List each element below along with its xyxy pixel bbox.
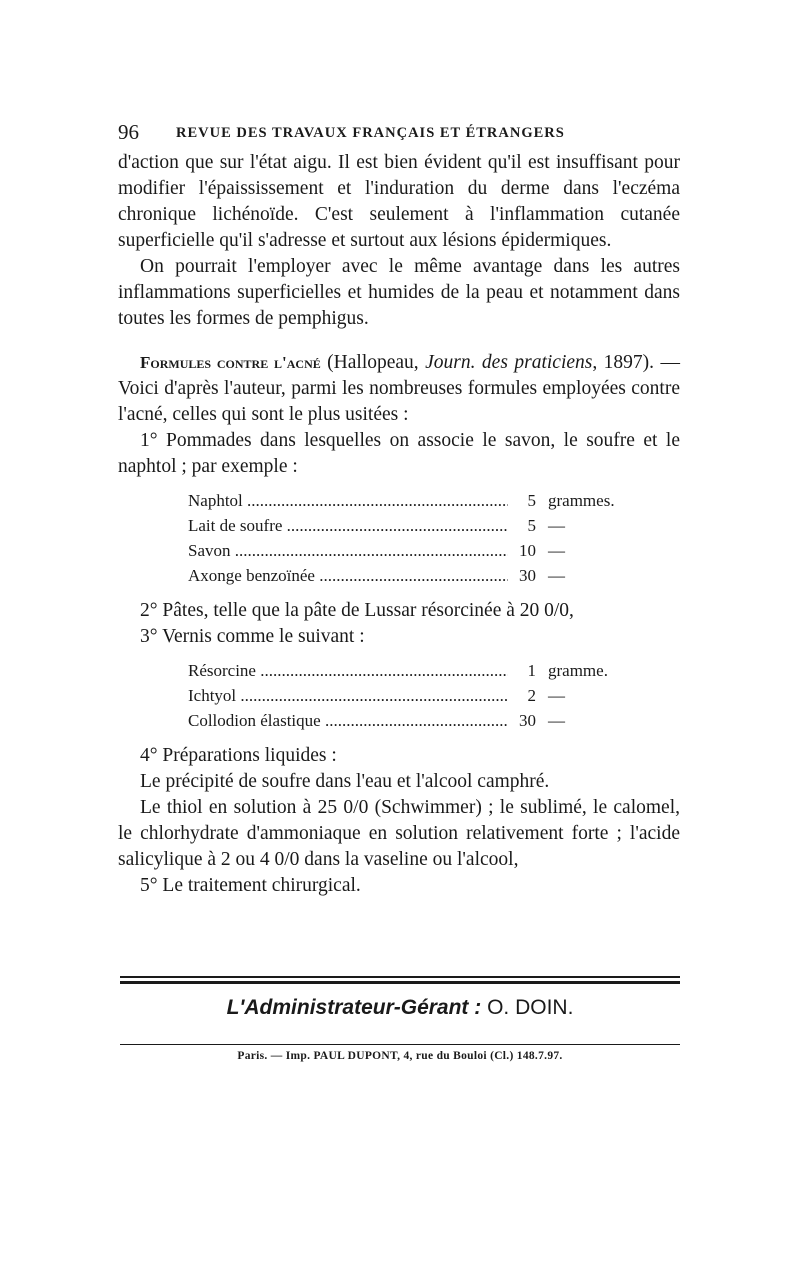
divider-rule	[120, 976, 680, 978]
paragraph-acne-formulas	[118, 350, 680, 428]
divider-rule-thick	[120, 981, 680, 984]
paragraph-soufre: Le précipité de soufre dans l'eau et l'alcool camphré.	[140, 771, 550, 792]
page-header	[118, 120, 678, 144]
ingredient-name: Naphtol .....	[188, 488, 508, 513]
ingredient-name: Lait de soufre .....	[188, 513, 508, 538]
article-body	[118, 150, 680, 899]
recipe-row	[188, 538, 628, 563]
page-number: 96	[118, 120, 139, 144]
ingredient-name: Axonge benzoïnée .....	[188, 563, 508, 588]
signature-line	[120, 996, 680, 1020]
ingredient-qty: 5	[527, 516, 536, 535]
recipe-pommade	[188, 488, 628, 588]
ingredient-qty: 1	[527, 661, 536, 680]
running-title: REVUE DES TRAVAUX FRANÇAIS ET ÉTRANGERS	[176, 125, 565, 141]
list-item-pommades: 1° Pommades dans lesquelles on associe le savon, le soufre et le naphtol ; par exemple :	[118, 430, 680, 477]
ingredient-qty: 5	[527, 491, 536, 510]
citation-rest: , 1897). — Voici d'après l'auteur, parmi les nombreuses formules employées contre l'acné, celles qui sont le plus usitées :	[118, 352, 680, 425]
recipe-row	[188, 658, 628, 683]
ingredient-name: Collodion élastique .....	[188, 708, 508, 733]
paragraph-pemphigus: On pourrait l'employer avec le même avantage dans les autres inflammations superficielles et humides de la peau et notamment dans toutes les formes de pemphigus.	[118, 256, 680, 329]
ingredient-name: Ichtyol .....	[188, 683, 508, 708]
list-item-vernis: 3° Vernis comme le suivant :	[140, 626, 365, 647]
section-heading: Formules contre l'acné	[140, 353, 321, 372]
ingredient-qty: 30	[519, 566, 536, 585]
recipe-row	[188, 683, 628, 708]
ingredient-unit: —	[548, 686, 565, 705]
paragraph-thiol: Le thiol en solution à 25 0/0 (Schwimmer) ; le sublimé, le calomel, le chlorhydrate d'ammoniaque en solution relativement forte ; l'acide salicylique à 2 ou 4 0/0 dans la vaseline ou l'alcool,	[118, 797, 680, 870]
journal-title: Journ. des praticiens	[425, 352, 593, 373]
printer-imprint: Paris. — Imp. PAUL DUPONT, 4, rue du Bouloi (Cl.) 148.7.97.	[237, 1050, 563, 1062]
list-item-preparations: 4° Préparations liquides :	[140, 745, 337, 766]
recipe-row	[188, 513, 628, 538]
ingredient-unit: —	[548, 711, 565, 730]
signature-name: O. DOIN.	[487, 996, 574, 1019]
ingredient-qty: 30	[519, 711, 536, 730]
list-item-pates: 2° Pâtes, telle que la pâte de Lussar résorcinée à 20 0/0,	[140, 600, 574, 621]
ingredient-unit: —	[548, 566, 565, 585]
ingredient-name: Savon .....	[188, 538, 508, 563]
footer-rule	[120, 1044, 680, 1045]
recipe-row	[188, 708, 628, 733]
ingredient-name: Résorcine .....	[188, 658, 508, 683]
ingredient-unit: grammes.	[548, 491, 615, 510]
ingredient-unit: —	[548, 541, 565, 560]
ingredient-unit: —	[548, 516, 565, 535]
section-gap	[118, 332, 680, 350]
recipe-vernis	[188, 658, 628, 733]
citation-open: (Hallopeau,	[320, 352, 426, 373]
ingredient-qty: 2	[527, 686, 536, 705]
list-item-chirurgical: 5° Le traitement chirurgical.	[140, 875, 361, 896]
recipe-row	[188, 488, 628, 513]
recipe-row	[188, 563, 628, 588]
signature-role: L'Administrateur-Gérant :	[226, 996, 482, 1019]
paragraph-eczema: d'action que sur l'état aigu. Il est bien évident qu'il est insuffisant pour modifier l'épaississement et l'induration du derme dans l'eczéma chronique lichénoïde. C'est seulement à l'inflammation cutanée superficielle qu'il s'adresse et surtout aux lésions épidermiques.	[118, 152, 680, 251]
ingredient-unit: gramme.	[548, 661, 608, 680]
ingredient-qty: 10	[519, 541, 536, 560]
